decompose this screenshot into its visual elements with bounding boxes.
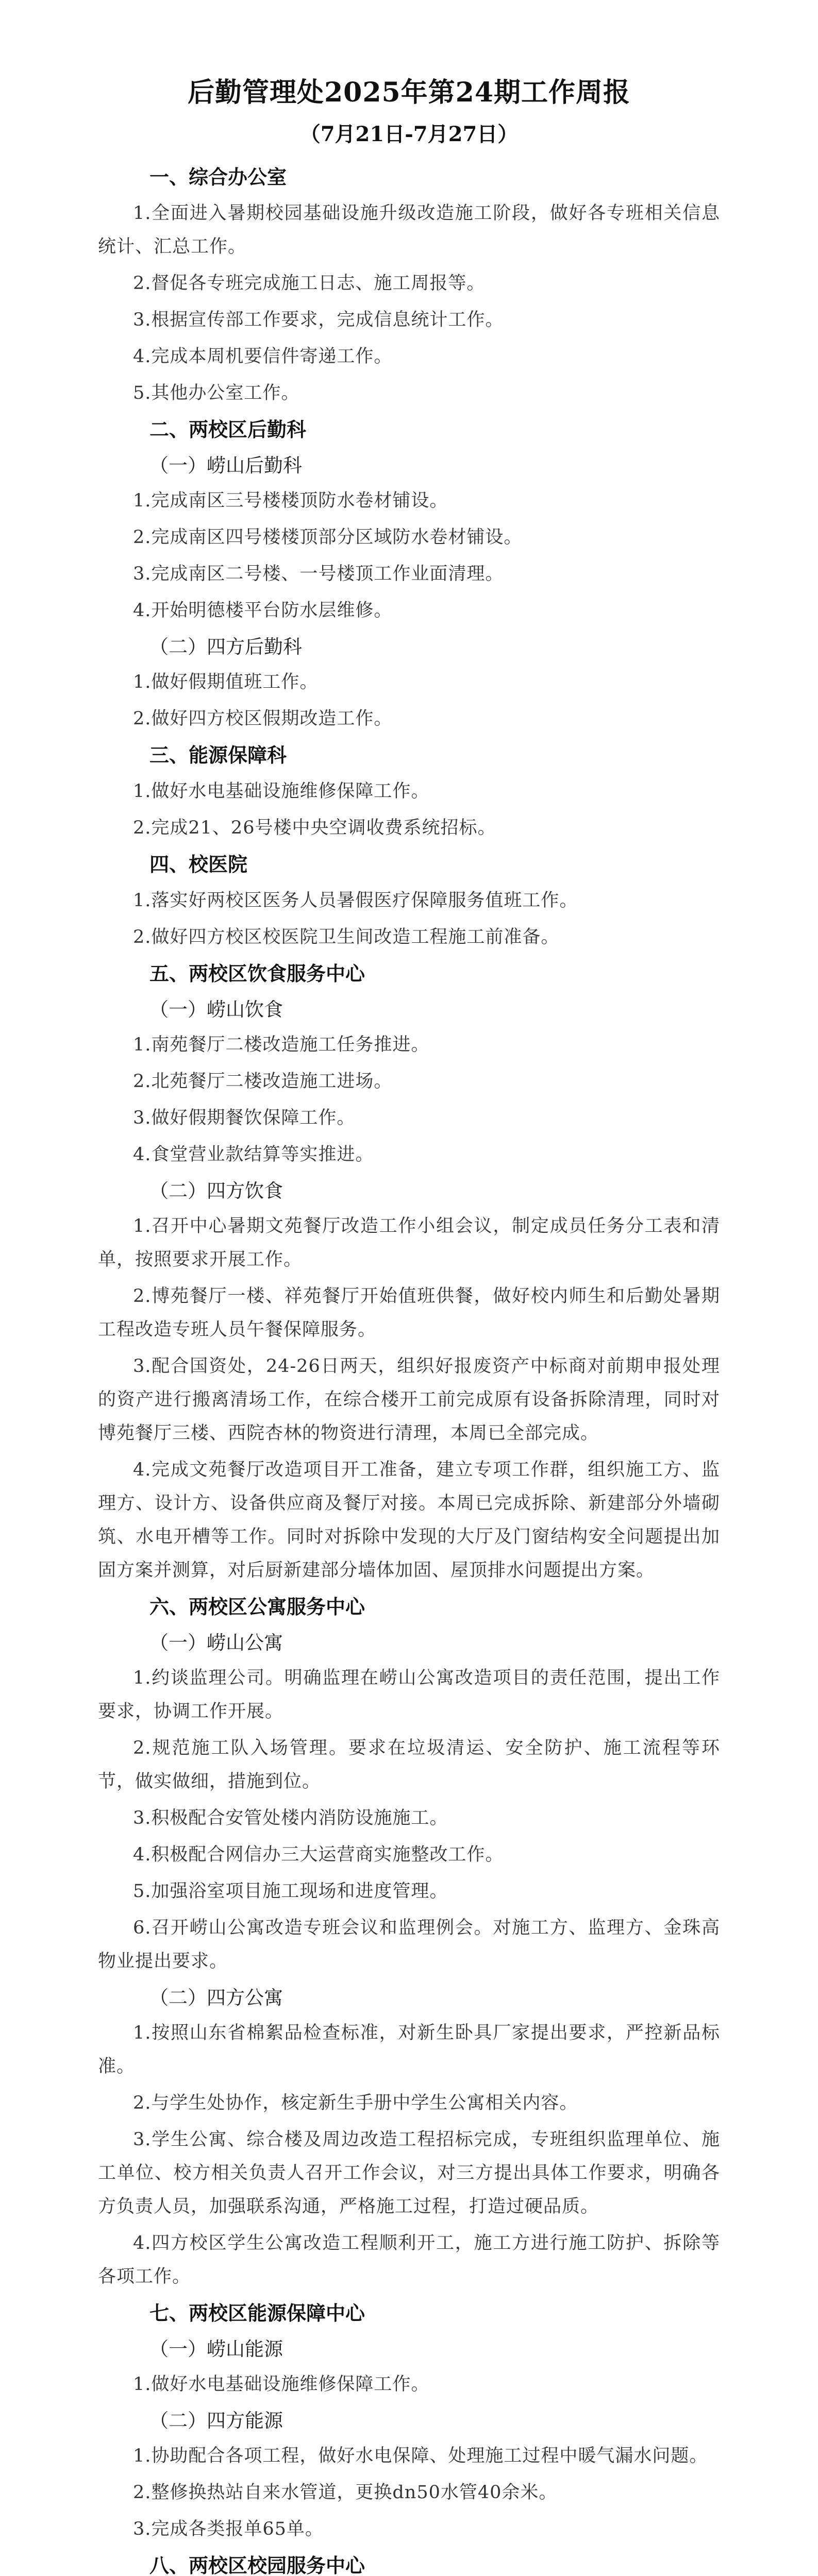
work-item: 2.北苑餐厅二楼改造施工进场。 (133, 1071, 393, 1092)
subsection-heading: （一）崂山公寓 (149, 1632, 283, 1654)
report-content (98, 161, 720, 2576)
report-title: 后勤管理处2025年第24期工作周报 (187, 77, 631, 108)
work-item: 6.召开崂山公寓改造专班会议和监理例会。对施工方、监理方、金珠高物业提出要求。 (98, 1918, 720, 1972)
work-item: 5.加强浴室项目施工现场和进度管理。 (133, 1881, 448, 1902)
work-item: 1.约谈监理公司。明确监理在崂山公寓改造项目的责任范围，提出工作要求，协调工作开展。 (98, 1668, 720, 1722)
work-item: 2.督促各专班完成施工日志、施工周报等。 (133, 273, 486, 294)
work-item: 1.召开中心暑期文苑餐厅改造工作小组会议，制定成员任务分工表和清单，按照要求开展工作。 (98, 1216, 720, 1270)
section-heading: 五、两校区饮食服务中心 (149, 962, 365, 985)
work-item: 4.完成本周机要信件寄递工作。 (133, 346, 393, 367)
work-item: 3.配合国资处，24-26日两天，组织好报废资产中标商对前期申报处理的资产进行搬离清场工作，在综合楼开工前完成原有设备拆除清理，同时对博苑餐厅三楼、西院杏林的物资进行清理，本周已全部完成。 (98, 1356, 720, 1444)
subsection-heading: （二）四方后勤科 (149, 636, 302, 658)
work-item: 2.规范施工队入场管理。要求在垃圾清运、安全防护、施工流程等环节，做实做细，措施到位。 (98, 1738, 720, 1792)
work-item: 3.根据宣传部工作要求，完成信息统计工作。 (133, 310, 504, 330)
work-item: 1.做好水电基础设施维修保障工作。 (133, 781, 430, 802)
section-heading: 八、两校区校园服务中心 (149, 2554, 365, 2576)
subsection-heading: （二）四方能源 (149, 2410, 283, 2432)
section-heading: 七、两校区能源保障中心 (149, 2302, 365, 2325)
work-item: 3.积极配合安管处楼内消防设施施工。 (133, 1808, 448, 1828)
subsection-heading: （二）四方饮食 (149, 1180, 283, 1202)
subsection-heading: （一）崂山能源 (149, 2338, 283, 2360)
work-item: 1.协助配合各项工程，做好水电保障、处理施工过程中暖气漏水问题。 (133, 2446, 708, 2466)
section-heading: 二、两校区后勤科 (149, 418, 307, 441)
work-item: 2.完成南区四号楼楼顶部分区域防水卷材铺设。 (133, 527, 523, 548)
subsection-heading: （一）崂山饮食 (149, 998, 283, 1021)
work-item: 4.四方校区学生公寓改造工程顺利开工，施工方进行施工防护、拆除等各项工作。 (98, 2233, 720, 2287)
work-item: 4.开始明德楼平台防水层维修。 (133, 600, 393, 621)
work-item: 3.做好假期餐饮保障工作。 (133, 1108, 356, 1128)
work-item: 5.其他办公室工作。 (133, 383, 300, 403)
work-item: 1.按照山东省棉絮品检查标准，对新生卧具厂家提出要求，严控新品标准。 (98, 2023, 720, 2077)
work-item: 4.食堂营业款结算等实推进。 (133, 1144, 374, 1165)
report-date-range: （7月21日-7月27日） (299, 122, 519, 146)
work-item: 1.完成南区三号楼楼顶防水卷材铺设。 (133, 490, 448, 511)
work-item: 4.完成文苑餐厅改造项目开工准备，建立专项工作群，组织施工方、监理方、设计方、设备供应商及餐厅对接。本周已完成拆除、新建部分外墙砌筑、水电开槽等工作。同时对拆除中发现的大厅及门窗结构安全问题提出加固方案并测算，对后厨新建部分墙体加固、屋顶排水问题提出方案。 (98, 1460, 720, 1581)
work-item: 1.南苑餐厅二楼改造施工任务推进。 (133, 1035, 430, 1055)
work-item: 3.完成南区二号楼、一号楼顶工作业面清理。 (133, 564, 504, 584)
work-item: 2.博苑餐厅一楼、祥苑餐厅开始值班供餐，做好校内师生和后勤处暑期工程改造专班人员午餐保障服务。 (98, 1286, 720, 1340)
section-heading: 三、能源保障科 (149, 744, 287, 767)
work-item: 2.与学生处协作，核定新生手册中学生公寓相关内容。 (133, 2093, 578, 2113)
work-item: 3.完成各类报单65单。 (133, 2519, 324, 2539)
work-item: 2.做好四方校区假期改造工作。 (133, 708, 393, 729)
subsection-heading: （一）崂山后勤科 (149, 454, 302, 477)
work-item: 2.完成21、26号楼中央空调收费系统招标。 (133, 818, 496, 838)
work-item: 3.学生公寓、综合楼及周边改造工程招标完成，专班组织监理单位、施工单位、校方相关负责人召开工作会议，对三方提出具体工作要求，明确各方负责人员，加强联系沟通，严格施工过程，打造过硬品质。 (98, 2129, 720, 2217)
work-item: 2.做好四方校区校医院卫生间改造工程施工前准备。 (133, 927, 560, 947)
section-heading: 四、校医院 (149, 853, 248, 876)
work-item: 1.全面进入暑期校园基础设施升级改造施工阶段，做好各专班相关信息统计、汇总工作。 (98, 203, 720, 257)
work-item: 1.做好水电基础设施维修保障工作。 (133, 2374, 430, 2395)
section-heading: 六、两校区公寓服务中心 (149, 1596, 365, 1618)
work-item: 1.做好假期值班工作。 (133, 672, 319, 692)
work-item: 1.落实好两校区医务人员暑假医疗保障服务值班工作。 (133, 890, 578, 911)
work-item: 2.整修换热站自来水管道，更换dn50水管40余米。 (133, 2482, 558, 2503)
work-item: 4.积极配合网信办三大运营商实施整改工作。 (133, 1844, 504, 1865)
subsection-heading: （二）四方公寓 (149, 1987, 283, 2009)
section-heading: 一、综合办公室 (149, 166, 287, 189)
